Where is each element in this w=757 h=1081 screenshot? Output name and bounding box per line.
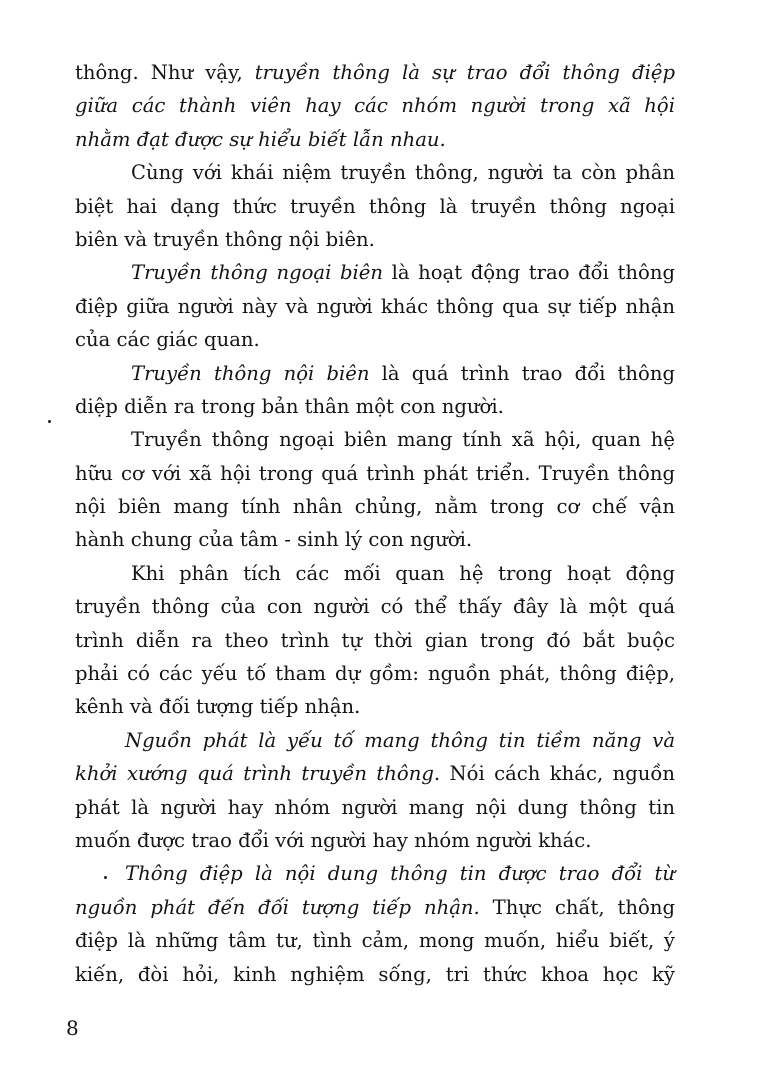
scan-speck bbox=[104, 876, 107, 879]
text-line: kiến, đòi hỏi, kinh nghiệm sống, tri thức khoa học kỹ bbox=[75, 962, 675, 986]
text-line: Thông điệp là nội dung thông tin được trao đổi từ bbox=[125, 862, 675, 886]
text-line: thông. Như vậy, truyền thông là sự trao đổi thông điệp bbox=[75, 61, 675, 84]
text-line: hành chung của tâm - sinh lý con người. bbox=[75, 528, 473, 552]
text-line: nội biên mang tính nhân chủng, nằm trong cơ chế vận bbox=[75, 495, 675, 519]
text-line: Truyền thông ngoại biên mang tính xã hội, quan hệ bbox=[131, 428, 675, 452]
page-number: 8 bbox=[66, 1016, 79, 1040]
text-line: truyền thông của con người có thể thấy đây là một quá bbox=[75, 595, 675, 619]
text-line: diệp diễn ra trong bản thân một con người. bbox=[75, 394, 504, 418]
text-line: điệp giữa người này và người khác thông qua sự tiếp nhận bbox=[75, 294, 675, 318]
scan-speck bbox=[48, 420, 51, 423]
text-line: phát là người hay nhóm người mang nội dung thông tin bbox=[75, 795, 675, 819]
text-line: Cùng với khái niệm truyền thông, người ta còn phân bbox=[131, 161, 675, 185]
text-line: Khi phân tích các mối quan hệ trong hoạt động bbox=[131, 561, 675, 585]
text-line: hữu cơ với xã hội trong quá trình phát triển. Truyền thông bbox=[75, 461, 675, 485]
text-line: biệt hai dạng thức truyền thông là truyền thông ngoại bbox=[75, 194, 675, 218]
text-line: Nguồn phát là yếu tố mang thông tin tiềm năng và bbox=[125, 728, 675, 752]
text-line: của các giác quan. bbox=[75, 328, 260, 352]
text-line: nhằm đạt được sự hiểu biết lẫn nhau. bbox=[75, 127, 446, 151]
text-line: phải có các yếu tố tham dự gồm: nguồn phát, thông điệp, bbox=[75, 662, 675, 686]
text-line: biên và truyền thông nội biên. bbox=[75, 227, 375, 251]
text-line: nguồn phát đến đối tượng tiếp nhận. Thực chất, thông bbox=[75, 895, 675, 919]
text-line: Truyền thông nội biên là quá trình trao đổi thông bbox=[131, 361, 675, 385]
text-line: điệp là những tâm tư, tình cảm, mong muốn, hiểu biết, ý bbox=[75, 929, 675, 953]
text-line: giữa các thành viên hay các nhóm người trong xã hội bbox=[75, 94, 675, 118]
text-line: kênh và đối tượng tiếp nhận. bbox=[75, 695, 361, 719]
text-line: khởi xướng quá trình truyền thông. Nói cách khác, nguồn bbox=[75, 762, 675, 786]
text-line: Truyền thông ngoại biên là hoạt động trao đổi thông bbox=[131, 261, 675, 285]
text-line: muốn được trao đổi với người hay nhóm người khác. bbox=[75, 828, 592, 852]
text-line: trình diễn ra theo trình tự thời gian trong đó bắt buộc bbox=[75, 628, 675, 652]
text-body bbox=[75, 56, 675, 991]
